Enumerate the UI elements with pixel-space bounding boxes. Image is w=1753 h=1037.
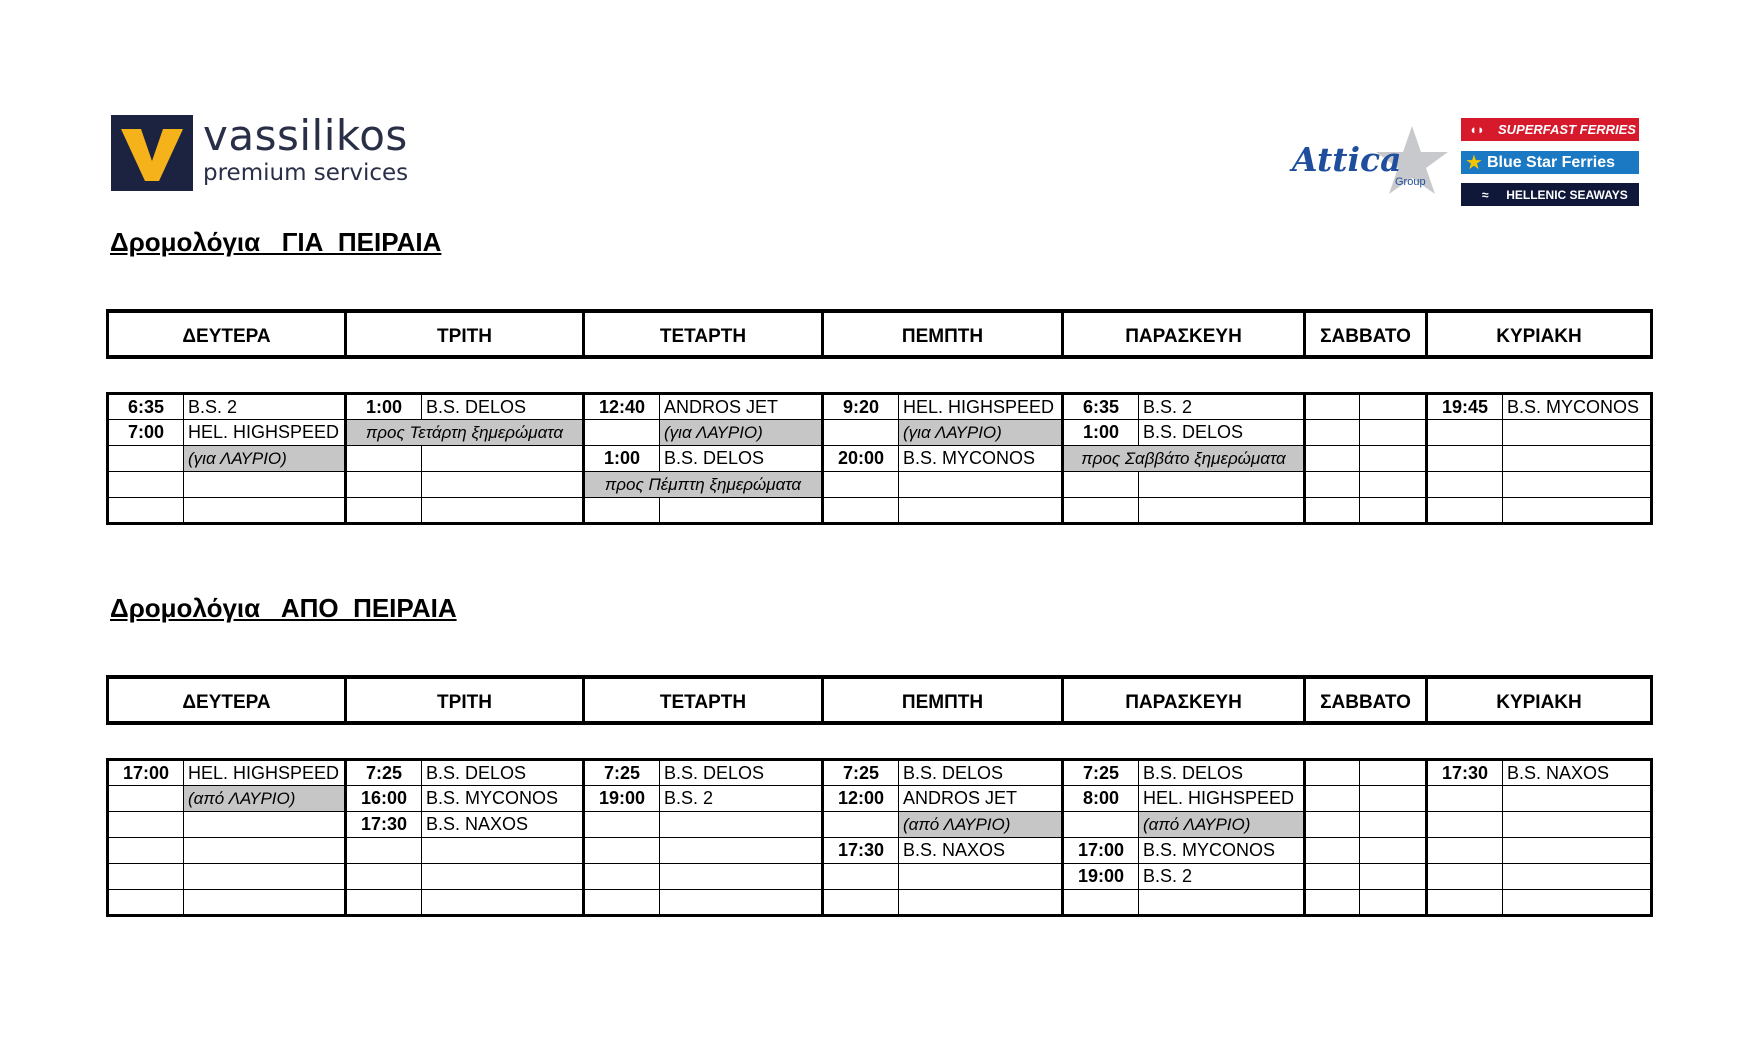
empty-cell: [1305, 420, 1360, 446]
time-cell: 19:00: [584, 786, 660, 812]
empty-cell: [1360, 786, 1427, 812]
vessel-cell: B.S. MYCONOS: [422, 786, 584, 812]
empty-cell: [1305, 472, 1360, 498]
table-row: [108, 812, 1652, 838]
empty-cell: [184, 498, 346, 524]
empty-cell: [1305, 786, 1360, 812]
empty-cell: [422, 472, 584, 498]
table-row: [108, 472, 1652, 498]
empty-cell: [1360, 760, 1427, 786]
note-cell: προς Πέμπτη ξημερώματα: [584, 472, 823, 498]
vessel-cell: B.S. DELOS: [422, 760, 584, 786]
empty-cell: [823, 890, 899, 916]
superfast-ferries-logo: ◖◗ SUPERFAST FERRIES: [1461, 118, 1639, 141]
empty-cell: [1305, 498, 1360, 524]
attica-word: Attica: [1292, 140, 1402, 179]
vessel-cell: B.S. DELOS: [1139, 420, 1305, 446]
empty-cell: [660, 864, 823, 890]
day-header: ΔΕΥΤΕΡΑ: [108, 311, 346, 357]
empty-cell: [899, 498, 1063, 524]
time-cell: 7:25: [823, 760, 899, 786]
empty-cell: [184, 864, 346, 890]
empty-cell: [108, 838, 184, 864]
day-header: ΣΑΒΒΑΤΟ: [1305, 677, 1427, 723]
empty-cell: [1503, 812, 1652, 838]
note-cell: (από ΛΑΥΡΙΟ): [899, 812, 1063, 838]
empty-cell: [1360, 864, 1427, 890]
vessel-cell: B.S. NAXOS: [899, 838, 1063, 864]
empty-cell: [1427, 890, 1503, 916]
time-cell: 1:00: [1063, 420, 1139, 446]
empty-cell: [108, 472, 184, 498]
empty-cell: [184, 838, 346, 864]
vessel-cell: ANDROS JET: [660, 394, 823, 420]
empty-cell: [1427, 420, 1503, 446]
vessel-cell: B.S. DELOS: [660, 446, 823, 472]
empty-cell: [823, 812, 899, 838]
hellenic-seaways-emblem-icon: ≈: [1481, 187, 1489, 202]
attica-logo: [1290, 118, 1460, 198]
empty-cell: [1360, 472, 1427, 498]
time-cell: 7:25: [584, 760, 660, 786]
day-header: ΠΑΡΑΣΚΕΥΗ: [1063, 677, 1305, 723]
empty-cell: [1427, 446, 1503, 472]
table-row: [108, 394, 1652, 420]
vessel-cell: B.S. DELOS: [1139, 760, 1305, 786]
empty-cell: [584, 864, 660, 890]
vessel-cell: B.S. MYCONOS: [1139, 838, 1305, 864]
time-cell: 19:00: [1063, 864, 1139, 890]
empty-cell: [1427, 498, 1503, 524]
time-cell: 16:00: [346, 786, 422, 812]
vessel-cell: B.S. 2: [184, 394, 346, 420]
time-cell: 17:00: [108, 760, 184, 786]
section-title-from-piraeus: Δρομολόγια ΑΠΟ ΠΕΙΡΑΙΑ: [110, 593, 457, 623]
table-row: [108, 838, 1652, 864]
empty-cell: [1360, 498, 1427, 524]
table-row: [108, 760, 1652, 786]
day-header: ΠΕΜΠΤΗ: [823, 677, 1063, 723]
empty-cell: [422, 890, 584, 916]
empty-cell: [1503, 864, 1652, 890]
empty-cell: [1503, 498, 1652, 524]
superfast-emblem-icon: ◖◗: [1469, 122, 1485, 137]
empty-cell: [346, 838, 422, 864]
empty-cell: [1063, 472, 1139, 498]
vessel-cell: HEL. HIGHSPEED: [184, 760, 346, 786]
empty-cell: [1305, 890, 1360, 916]
empty-cell: [1305, 394, 1360, 420]
empty-cell: [1360, 838, 1427, 864]
vessel-cell: B.S. NAXOS: [1503, 760, 1652, 786]
time-cell: 17:30: [346, 812, 422, 838]
empty-cell: [346, 472, 422, 498]
time-cell: 20:00: [823, 446, 899, 472]
schedule-table-from-piraeus: [106, 758, 1653, 917]
days-header-from-piraeus: [106, 675, 1653, 725]
empty-cell: [1360, 394, 1427, 420]
empty-cell: [1503, 786, 1652, 812]
empty-cell: [1427, 864, 1503, 890]
empty-cell: [660, 498, 823, 524]
time-cell: 1:00: [346, 394, 422, 420]
time-cell: 17:30: [823, 838, 899, 864]
empty-cell: [1139, 472, 1305, 498]
time-cell: 19:45: [1427, 394, 1503, 420]
table-row: [108, 890, 1652, 916]
empty-cell: [1063, 890, 1139, 916]
time-cell: 9:20: [823, 394, 899, 420]
note-cell: (για ΛΑΥΡΙΟ): [184, 446, 346, 472]
vessel-cell: B.S. DELOS: [899, 760, 1063, 786]
empty-cell: [1360, 446, 1427, 472]
vassilikos-tagline: premium services: [203, 160, 409, 186]
empty-cell: [899, 864, 1063, 890]
time-cell: 6:35: [1063, 394, 1139, 420]
empty-cell: [1427, 786, 1503, 812]
day-header: ΠΕΜΠΤΗ: [823, 311, 1063, 357]
vessel-cell: HEL. HIGHSPEED: [899, 394, 1063, 420]
note-cell: προς Σαββάτο ξημερώματα: [1063, 446, 1305, 472]
empty-cell: [422, 864, 584, 890]
empty-cell: [823, 498, 899, 524]
empty-cell: [1139, 890, 1305, 916]
empty-cell: [422, 838, 584, 864]
vessel-cell: HEL. HIGHSPEED: [184, 420, 346, 446]
days-header-to-piraeus: [106, 309, 1653, 359]
empty-cell: [346, 890, 422, 916]
empty-cell: [660, 838, 823, 864]
time-cell: 7:25: [1063, 760, 1139, 786]
star-icon: ★: [1465, 152, 1483, 174]
empty-cell: [1503, 890, 1652, 916]
empty-cell: [184, 812, 346, 838]
table-row: [108, 446, 1652, 472]
note-cell: (για ΛΑΥΡΙΟ): [899, 420, 1063, 446]
time-cell: 12:40: [584, 394, 660, 420]
empty-cell: [899, 890, 1063, 916]
empty-cell: [660, 812, 823, 838]
empty-cell: [1503, 472, 1652, 498]
vassilikos-v-icon: [111, 115, 193, 191]
empty-cell: [346, 864, 422, 890]
empty-cell: [1063, 812, 1139, 838]
day-header: ΤΕΤΑΡΤΗ: [584, 677, 823, 723]
empty-cell: [1063, 498, 1139, 524]
time-cell: 17:00: [1063, 838, 1139, 864]
day-header: ΣΑΒΒΑΤΟ: [1305, 311, 1427, 357]
empty-cell: [584, 812, 660, 838]
vessel-cell: B.S. 2: [660, 786, 823, 812]
table-row: [108, 864, 1652, 890]
schedule-table-to-piraeus: [106, 392, 1653, 525]
time-cell: 8:00: [1063, 786, 1139, 812]
hellenic-seaways-logo: ≈ HELLENIC SEAWAYS: [1461, 183, 1639, 206]
day-header: ΚΥΡΙΑΚΗ: [1427, 311, 1652, 357]
time-cell: 12:00: [823, 786, 899, 812]
day-header: ΤΡΙΤΗ: [346, 677, 584, 723]
blue-star-ferries-logo: ★ Blue Star Ferries: [1461, 151, 1639, 174]
empty-cell: [1305, 812, 1360, 838]
empty-cell: [346, 446, 422, 472]
empty-cell: [1503, 446, 1652, 472]
table-row: [108, 786, 1652, 812]
vessel-cell: B.S. MYCONOS: [899, 446, 1063, 472]
section-title-to-piraeus: Δρομολόγια ΓΙΑ ΠΕΙΡΑΙΑ: [110, 227, 442, 257]
empty-cell: [1427, 838, 1503, 864]
empty-cell: [346, 498, 422, 524]
empty-cell: [1427, 812, 1503, 838]
empty-cell: [108, 446, 184, 472]
day-header: ΚΥΡΙΑΚΗ: [1427, 677, 1652, 723]
attica-group: Group: [1395, 176, 1426, 188]
time-cell: 17:30: [1427, 760, 1503, 786]
empty-cell: [1305, 838, 1360, 864]
vessel-cell: ANDROS JET: [899, 786, 1063, 812]
note-cell: προς Τετάρτη ξημερώματα: [346, 420, 584, 446]
note-cell: (από ΛΑΥΡΙΟ): [184, 786, 346, 812]
empty-cell: [108, 812, 184, 838]
vassilikos-name: vassilikos: [203, 111, 408, 160]
empty-cell: [108, 498, 184, 524]
empty-cell: [1360, 812, 1427, 838]
day-header: ΤΕΤΑΡΤΗ: [584, 311, 823, 357]
table-row: [108, 498, 1652, 524]
empty-cell: [1305, 760, 1360, 786]
empty-cell: [1427, 472, 1503, 498]
vessel-cell: B.S. DELOS: [422, 394, 584, 420]
vessel-cell: B.S. DELOS: [660, 760, 823, 786]
empty-cell: [823, 472, 899, 498]
time-cell: 6:35: [108, 394, 184, 420]
vessel-cell: B.S. 2: [1139, 394, 1305, 420]
empty-cell: [660, 890, 823, 916]
vessel-cell: B.S. 2: [1139, 864, 1305, 890]
day-header: ΔΕΥΤΕΡΑ: [108, 677, 346, 723]
vessel-cell: B.S. NAXOS: [422, 812, 584, 838]
day-header: ΠΑΡΑΣΚΕΥΗ: [1063, 311, 1305, 357]
vessel-cell: HEL. HIGHSPEED: [1139, 786, 1305, 812]
empty-cell: [1503, 420, 1652, 446]
empty-cell: [1360, 420, 1427, 446]
empty-cell: [108, 786, 184, 812]
time-cell: 7:00: [108, 420, 184, 446]
empty-cell: [823, 420, 899, 446]
empty-cell: [422, 498, 584, 524]
empty-cell: [584, 498, 660, 524]
time-cell: 7:25: [346, 760, 422, 786]
empty-cell: [823, 864, 899, 890]
empty-cell: [1305, 446, 1360, 472]
time-cell: 1:00: [584, 446, 660, 472]
day-header: ΤΡΙΤΗ: [346, 311, 584, 357]
empty-cell: [1139, 498, 1305, 524]
empty-cell: [899, 472, 1063, 498]
empty-cell: [1305, 864, 1360, 890]
empty-cell: [1360, 890, 1427, 916]
empty-cell: [422, 446, 584, 472]
table-row: [108, 420, 1652, 446]
note-cell: (από ΛΑΥΡΙΟ): [1139, 812, 1305, 838]
empty-cell: [184, 890, 346, 916]
empty-cell: [584, 838, 660, 864]
empty-cell: [584, 890, 660, 916]
empty-cell: [584, 420, 660, 446]
vassilikos-logo: [111, 111, 431, 195]
empty-cell: [1503, 838, 1652, 864]
empty-cell: [108, 864, 184, 890]
vessel-cell: B.S. MYCONOS: [1503, 394, 1652, 420]
empty-cell: [184, 472, 346, 498]
empty-cell: [108, 890, 184, 916]
note-cell: (για ΛΑΥΡΙΟ): [660, 420, 823, 446]
